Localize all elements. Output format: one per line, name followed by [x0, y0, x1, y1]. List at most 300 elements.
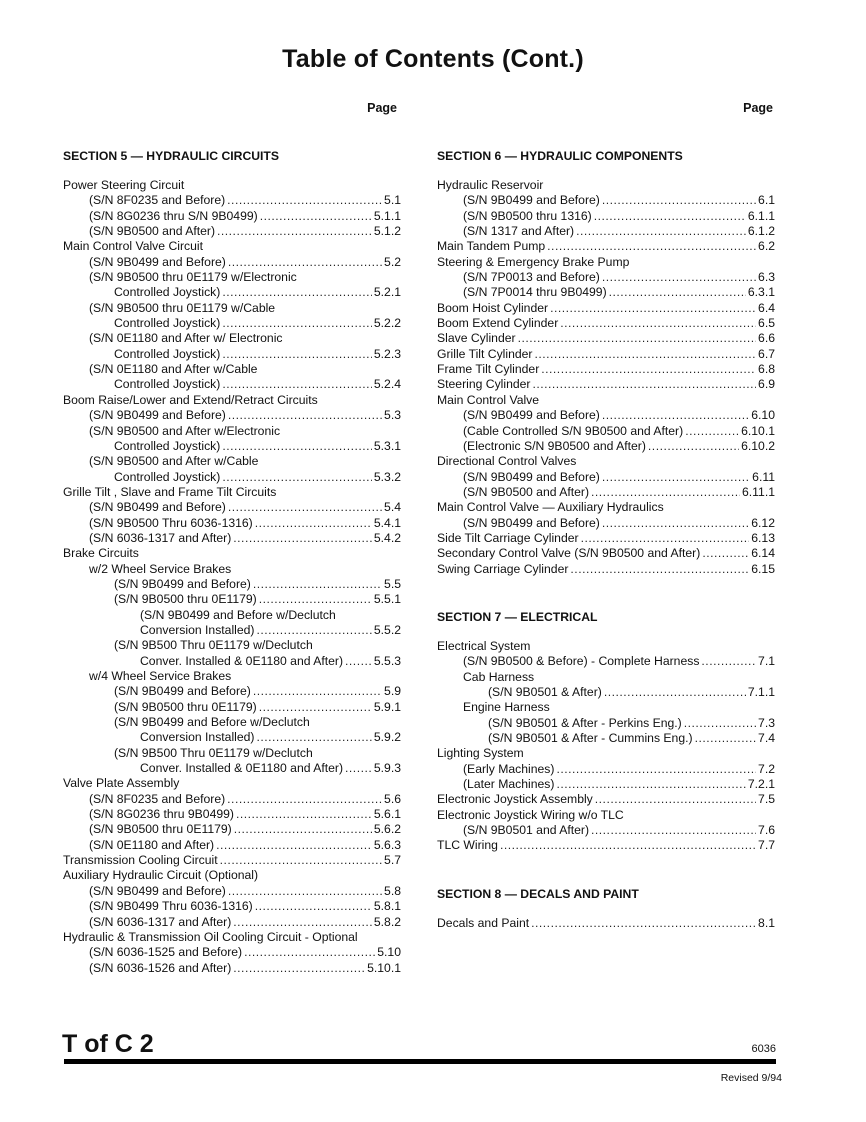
toc-page-number: 5.2.2 [373, 316, 401, 331]
toc-entry-title: (S/N 9B0500 and After) [89, 224, 216, 239]
toc-entry [63, 961, 401, 976]
toc-page-number: 7.2 [758, 761, 775, 776]
toc-page-number: 6.1 [758, 193, 775, 208]
dot-leader [702, 546, 749, 561]
toc-page-number: 7.2.1 [747, 777, 775, 792]
dot-leader [222, 285, 372, 300]
toc-page-number: 6.3 [758, 270, 775, 285]
toc-entry-title: Controlled Joystick) [114, 469, 221, 484]
toc-entry [63, 255, 401, 270]
toc-entry [63, 454, 401, 469]
toc-entry-title: Conver. Installed & 0E1180 and After) [140, 761, 344, 776]
dot-leader [234, 822, 372, 837]
toc-entry [63, 807, 401, 822]
dot-leader [255, 899, 372, 914]
toc-page-number: 6.1.1 [747, 208, 775, 223]
dot-leader [233, 961, 365, 976]
dot-leader [216, 838, 372, 853]
toc-entry-title: Boom Extend Cylinder [437, 316, 559, 331]
toc-page-number: 8.1 [758, 915, 775, 930]
dot-leader [581, 531, 750, 546]
toc-entry-title: (Later Machines) [463, 777, 555, 792]
toc-entry [437, 716, 775, 731]
toc-page-number: 5.9.2 [373, 730, 401, 745]
toc-entry-title: (Electronic S/N 9B0500 and After) [463, 438, 646, 453]
toc-entry-title: Slave Cylinder [437, 331, 516, 346]
dot-leader [228, 255, 382, 270]
toc-page-number: 6.11 [752, 469, 775, 484]
dot-leader [541, 362, 756, 377]
toc-entry [437, 377, 775, 392]
toc-entry [437, 792, 775, 807]
dot-leader [227, 193, 382, 208]
toc-entry [63, 546, 401, 561]
toc-entry-title: Engine Harness [463, 700, 550, 715]
toc-entry [63, 439, 401, 454]
toc-entry-title: Main Tandem Pump [437, 239, 546, 254]
dot-leader [253, 577, 382, 592]
toc-entry [63, 285, 401, 300]
toc-entry [437, 301, 775, 316]
dot-leader [684, 716, 756, 731]
toc-entry-title: Grille Tilt Cylinder [437, 346, 533, 361]
dot-leader [602, 270, 756, 285]
toc-page-number: 5.5.2 [373, 622, 401, 637]
toc-entry [437, 347, 775, 362]
dot-leader [228, 884, 382, 899]
toc-page-number: 6.5 [758, 316, 775, 331]
toc-entry-title: (S/N 9B0500 and After) [463, 484, 590, 499]
toc-page-number: 5.2.4 [373, 377, 401, 392]
toc-page-number: 5.2 [384, 254, 401, 269]
dot-leader [591, 823, 756, 838]
toc-entry-title: Side Tilt Carriage Cylinder [437, 530, 579, 545]
toc-entry-title: Frame Tilt Cylinder [437, 362, 540, 377]
toc-page-number: 6.13 [751, 530, 775, 545]
toc-entry [437, 777, 775, 792]
toc-entry [437, 916, 775, 931]
page-label: T of C 2 [62, 1030, 154, 1058]
toc-entry-title: Conver. Installed & 0E1180 and After) [140, 653, 344, 668]
dot-leader [345, 761, 372, 776]
toc-entry [63, 577, 401, 592]
toc-entry [437, 193, 775, 208]
dot-leader [222, 347, 372, 362]
dot-leader [222, 439, 372, 454]
toc-entry [63, 408, 401, 423]
toc-page-number: 5.3.2 [373, 469, 401, 484]
section-heading: SECTION 7 — ELECTRICAL [437, 609, 598, 624]
toc-entry [63, 868, 401, 883]
toc-entry [437, 516, 775, 531]
toc-entry [437, 424, 775, 439]
toc-entry-title: (S/N 9B0499 and Before) [89, 254, 226, 269]
dot-leader [518, 331, 756, 346]
toc-entry [437, 731, 775, 746]
toc-entry [63, 470, 401, 485]
toc-entry-title: (S/N 9B500 Thru 0E1179 w/Declutch [114, 745, 313, 760]
toc-entry-title: (S/N 0E1180 and After w/ Electronic [89, 331, 283, 346]
toc-entry [63, 761, 401, 776]
toc-entry [437, 762, 775, 777]
toc-entry-title: (S/N 1317 and After) [463, 224, 575, 239]
toc-page-number: 6.12 [751, 515, 775, 530]
section-heading: SECTION 6 — HYDRAULIC COMPONENTS [437, 149, 683, 163]
dot-leader [256, 623, 371, 638]
toc-entry-title: (S/N 9B0499 and Before) [463, 193, 600, 208]
toc-page-number: 6.1.2 [747, 224, 775, 239]
toc-entry [437, 546, 775, 561]
toc-entry-title: (S/N 9B0500 and After w/Electronic [89, 423, 281, 438]
toc-entry-title: (S/N 0E1180 and After) [89, 837, 215, 852]
toc-page-number: 6.4 [758, 300, 775, 315]
toc-page-number: 5.10.1 [367, 960, 401, 975]
toc-page-number: 5.5.1 [373, 592, 401, 607]
toc-entry-title: Secondary Control Valve (S/N 9B0500 and After) [437, 546, 701, 561]
toc-entry-title: (S/N 0E1180 and After w/Cable [89, 362, 258, 377]
toc-entry-title: (S/N 9B0499 and Before) [89, 408, 226, 423]
toc-page-number: 5.1 [384, 193, 401, 208]
dot-leader [602, 408, 749, 423]
toc-entry-title: Steering Cylinder [437, 377, 531, 392]
toc-entry-title: (S/N 6036-1526 and After) [89, 960, 232, 975]
toc-entry-title: Hydraulic Reservoir [437, 178, 544, 192]
toc-entry-title: (S/N 9B0499 Thru 6036-1316) [89, 899, 253, 914]
dot-leader [556, 777, 745, 792]
toc-entry-list [437, 916, 775, 931]
toc-entry-title: (S/N 9B0499 and Before) [463, 408, 600, 423]
toc-entry-title: (Cable Controlled S/N 9B0500 and After) [463, 423, 684, 438]
toc-page-number: 7.5 [758, 792, 775, 807]
toc-entry-title: Conversion Installed) [140, 730, 255, 745]
toc-entry-title: Electrical System [437, 638, 531, 653]
left-column [63, 101, 401, 976]
dot-leader [233, 915, 372, 930]
page-column-header: Page [367, 101, 397, 115]
dot-leader [695, 731, 756, 746]
dot-leader [222, 316, 372, 331]
toc-entry [63, 654, 401, 669]
toc-entry-title: TLC Wiring [437, 838, 498, 853]
toc-page-number: 7.3 [758, 715, 775, 730]
toc-page-number: 6.6 [758, 331, 775, 346]
toc-entry [63, 331, 401, 346]
toc-page-number: 7.1 [758, 654, 775, 669]
toc-entry-title: (S/N 8F0235 and Before) [89, 791, 226, 806]
toc-entry [63, 792, 401, 807]
toc-entry [63, 638, 401, 653]
toc-entry [437, 393, 775, 408]
toc-entry [63, 746, 401, 761]
dot-leader [547, 239, 756, 254]
toc-entry-title: (S/N 9B0499 and Before) [463, 515, 600, 530]
dot-leader [602, 470, 750, 485]
dot-leader [236, 807, 372, 822]
toc-entry-title: (S/N 9B0501 and After) [463, 823, 590, 838]
toc-entry [63, 822, 401, 837]
toc-page-number: 7.4 [758, 731, 775, 745]
toc-entry [63, 700, 401, 715]
toc-page-number: 6.15 [751, 561, 775, 576]
toc-entry [437, 408, 775, 423]
dot-leader [602, 516, 749, 531]
toc-entry [63, 669, 401, 684]
toc-page-number: 5.2.3 [373, 346, 401, 361]
toc-page-number: 6.10.2 [741, 438, 775, 453]
page-column-header: Page [743, 101, 773, 115]
toc-entry-title: (S/N 9B0500 thru 0E1179) [89, 822, 232, 837]
toc-entry [437, 178, 775, 193]
toc-entry [437, 685, 775, 700]
toc-page-number: 5.7 [384, 853, 401, 868]
toc-entry-title: (S/N 9B0499 and Before) [114, 684, 251, 699]
toc-entry-title: (S/N 7P0014 thru 9B0499) [463, 285, 607, 300]
toc-entry-title: (Early Machines) [463, 761, 555, 776]
toc-entry [437, 838, 775, 853]
toc-entry [63, 592, 401, 607]
toc-page-number: 5.1.2 [373, 224, 401, 239]
toc-entry-title: (S/N 9B0500 thru 0E1179 w/Cable [89, 300, 276, 315]
toc-entry [63, 347, 401, 362]
toc-entry-title: (S/N 9B0501 & After) [488, 684, 602, 699]
toc-entry [437, 209, 775, 224]
toc-entry-title: Hydraulic & Transmission Oil Cooling Circuit - Optional [63, 929, 358, 944]
toc-page-number: 5.9 [384, 684, 401, 699]
toc-entry-title: Main Control Valve Circuit [63, 239, 203, 254]
dot-leader [550, 301, 756, 316]
toc-page-number: 6.8 [758, 362, 775, 377]
dot-leader [591, 485, 740, 500]
toc-entry-title: Main Control Valve [437, 392, 540, 407]
dot-leader [244, 945, 375, 960]
toc-entry [63, 930, 401, 945]
toc-entry [63, 500, 401, 515]
dot-leader [535, 347, 757, 362]
toc-entry [437, 224, 775, 239]
toc-entry [63, 562, 401, 577]
toc-page-number: 5.4 [384, 500, 401, 515]
toc-entry-title: Controlled Joystick) [114, 316, 221, 331]
toc-entry [437, 700, 775, 715]
toc-page-number: 7.6 [758, 823, 775, 838]
dot-leader [222, 470, 372, 485]
toc-page-number: 5.4.2 [373, 530, 401, 545]
toc-entry-title: Electronic Joystick Wiring w/o TLC [437, 807, 624, 822]
toc-entry-title: (S/N 9B0500 thru 0E1179) [114, 699, 257, 714]
dot-leader [500, 838, 756, 853]
toc-page-number: 5.6 [384, 791, 401, 806]
toc-entry [63, 715, 401, 730]
toc-entry [437, 639, 775, 654]
toc-entry-title: Auxiliary Hydraulic Circuit (Optional) [63, 868, 259, 883]
dot-leader [259, 592, 372, 607]
toc-entry-title: Boom Hoist Cylinder [437, 300, 549, 315]
toc-entry [63, 945, 401, 960]
toc-entry-title: (S/N 9B0499 and Before) [89, 500, 226, 515]
toc-entry [63, 623, 401, 638]
toc-entry [437, 439, 775, 454]
toc-entry-title: Steering & Emergency Brake Pump [437, 254, 630, 269]
toc-entry-title: (S/N 9B0499 and Before) [114, 576, 251, 591]
toc-page-number: 6.2 [758, 239, 775, 254]
toc-page-number: 5.1.1 [373, 208, 401, 223]
dot-leader [602, 193, 756, 208]
toc-entry [437, 331, 775, 346]
toc-entry [437, 670, 775, 685]
dot-leader [256, 730, 371, 745]
dot-leader [556, 762, 756, 777]
toc-entry [63, 209, 401, 224]
toc-entry [63, 853, 401, 868]
toc-entry-list [437, 178, 775, 577]
toc-entry-title: (S/N 9B0500 & Before) - Complete Harness [463, 654, 700, 669]
section-heading: SECTION 5 — HYDRAULIC CIRCUITS [63, 149, 280, 163]
toc-entry-list [63, 178, 401, 976]
dot-leader [260, 209, 372, 224]
toc-entry [63, 424, 401, 439]
toc-entry [63, 270, 401, 285]
toc-entry-title: (S/N 9B0501 & After - Perkins Eng.) [488, 715, 682, 730]
toc-entry [437, 746, 775, 761]
toc-entry-title: Boom Raise/Lower and Extend/Retract Circuits [63, 392, 318, 407]
toc-entry-title: (S/N 7P0013 and Before) [463, 270, 600, 285]
dot-leader [609, 285, 746, 300]
toc-entry-title: Controlled Joystick) [114, 346, 221, 361]
toc-entry [63, 531, 401, 546]
toc-entry-title: Cab Harness [463, 669, 535, 684]
toc-page-number: 6.9 [758, 377, 775, 392]
toc-entry [437, 531, 775, 546]
toc-entry-title: (S/N 9B0499 and Before w/Declutch [114, 715, 310, 730]
dot-leader [595, 792, 756, 807]
dot-leader [345, 654, 372, 669]
toc-entry-title: (S/N 8G0236 thru S/N 9B0499) [89, 208, 258, 223]
dot-leader [531, 916, 756, 931]
toc-entry [63, 516, 401, 531]
toc-entry-title: Main Control Valve — Auxiliary Hydraulics [437, 500, 664, 515]
toc-entry [437, 454, 775, 469]
dot-leader [594, 209, 746, 224]
dot-leader [233, 531, 372, 546]
toc-entry-title: (S/N 9B0499 and Before w/Declutch [140, 607, 336, 622]
toc-page-number: 5.8 [384, 883, 401, 898]
toc-entry [63, 485, 401, 500]
toc-entry-title: Brake Circuits [63, 546, 139, 561]
toc-entry-title: (S/N 6036-1525 and Before) [89, 945, 243, 960]
toc-page-number: 5.3 [384, 408, 401, 423]
toc-entry [437, 654, 775, 669]
toc-entry [63, 193, 401, 208]
dot-leader [560, 316, 756, 331]
section-heading: SECTION 8 — DECALS AND PAINT [437, 886, 639, 901]
toc-entry-title: w/2 Wheel Service Brakes [89, 561, 232, 576]
dot-leader [217, 224, 372, 239]
toc-entry-title: Power Steering Circuit [63, 178, 185, 192]
dot-leader [685, 424, 739, 439]
dot-leader [259, 700, 372, 715]
toc-entry-title: Grille Tilt , Slave and Frame Tilt Circuits [63, 484, 277, 499]
toc-entry [63, 608, 401, 623]
toc-entry-title: (S/N 9B0500 thru 0E1179) [114, 592, 257, 607]
toc-entry [63, 377, 401, 392]
toc-entry-title: (S/N 9B0500 Thru 6036-1316) [89, 515, 253, 530]
footer-rule [64, 1059, 776, 1064]
dot-leader [570, 562, 749, 577]
dot-leader [648, 439, 739, 454]
toc-entry-title: Directional Control Valves [437, 454, 577, 469]
toc-entry [63, 393, 401, 408]
dot-leader [222, 377, 372, 392]
toc-entry-title: (S/N 6036-1317 and After) [89, 530, 232, 545]
revision-date: Revised 9/94 [720, 1072, 782, 1084]
toc-page-number: 5.8.1 [373, 899, 401, 914]
toc-entry [437, 500, 775, 515]
toc-page-number: 7.7 [758, 838, 775, 853]
toc-page-number: 5.8.2 [373, 914, 401, 929]
toc-entry-list [437, 639, 775, 854]
toc-entry-title: w/4 Wheel Service Brakes [89, 669, 232, 683]
dot-leader [220, 853, 382, 868]
toc-entry [63, 224, 401, 239]
toc-entry-title: Controlled Joystick) [114, 438, 221, 453]
right-column [437, 101, 775, 931]
dot-leader [253, 684, 382, 699]
toc-entry [63, 838, 401, 853]
toc-entry [63, 884, 401, 899]
toc-entry [437, 362, 775, 377]
toc-page-number: 5.6.1 [373, 807, 401, 822]
toc-page-number: 5.2.1 [373, 285, 401, 300]
toc-entry-title: (S/N 8G0236 thru 9B0499) [89, 807, 234, 822]
toc-page-number: 7.1.1 [747, 684, 775, 699]
toc-entry-title: Valve Plate Assembly [63, 776, 180, 791]
toc-entry-title: Conversion Installed) [140, 622, 255, 637]
toc-entry-title: (S/N 9B0500 and After w/Cable [89, 454, 259, 469]
toc-entry-title: (S/N 8F0235 and Before) [89, 193, 226, 208]
toc-page-number: 5.9.3 [373, 761, 401, 776]
toc-page-number: 5.5 [384, 576, 401, 591]
toc-entry [63, 316, 401, 331]
toc-page-number: 5.5.3 [373, 653, 401, 668]
toc-page-number: 6.14 [751, 546, 775, 561]
dot-leader [701, 654, 756, 669]
toc-entry [437, 285, 775, 300]
toc-entry [437, 562, 775, 577]
toc-entry-title: (S/N 9B0500 thru 1316) [463, 208, 592, 223]
model-number: 6036 [751, 1043, 776, 1055]
toc-page-number: 6.11.1 [742, 484, 775, 499]
toc-page-number: 6.7 [758, 346, 775, 361]
toc-entry [63, 776, 401, 791]
toc-entry-title: (S/N 9B0499 and Before) [463, 469, 600, 484]
toc-entry-title: Electronic Joystick Assembly [437, 792, 593, 807]
toc-entry-title: Controlled Joystick) [114, 285, 221, 300]
toc-page-number: 5.4.1 [373, 515, 401, 530]
toc-entry [63, 301, 401, 316]
toc-entry-title: Decals and Paint [437, 915, 530, 930]
toc-entry [63, 178, 401, 193]
dot-leader [576, 224, 746, 239]
toc-entry [63, 730, 401, 745]
toc-page-number: 6.10 [751, 408, 775, 423]
dot-leader [228, 500, 382, 515]
toc-entry-title: (S/N 9B0499 and Before) [89, 883, 226, 898]
toc-entry [437, 316, 775, 331]
toc-entry [63, 362, 401, 377]
toc-entry-title: Lighting System [437, 746, 524, 761]
toc-entry-title: Transmission Cooling Circuit [63, 853, 218, 868]
toc-entry [437, 823, 775, 838]
